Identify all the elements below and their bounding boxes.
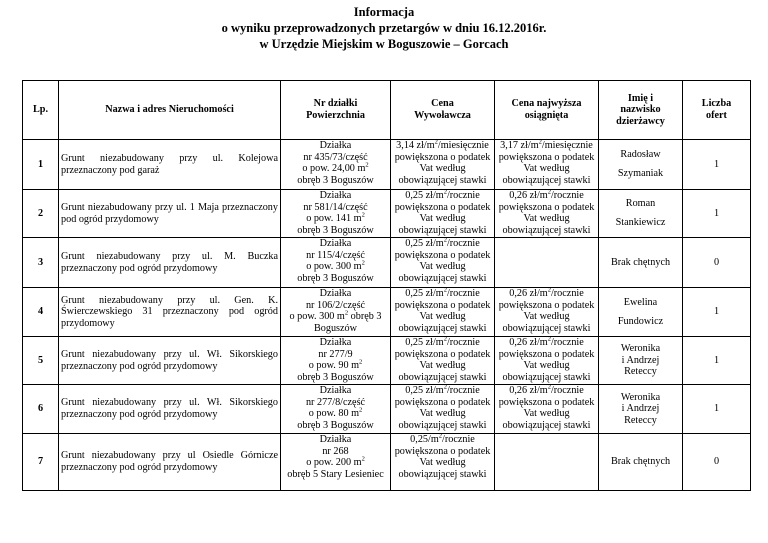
tenant-line: Weronika [620, 343, 661, 355]
plot-line: obręb 5 Stary Lesieniec [287, 468, 384, 480]
plot-line: o pow. 141 $m^2$ [306, 211, 365, 225]
cell-starting-price [391, 238, 495, 288]
cell-offer-count: 1 [683, 190, 751, 238]
header-winner: Imię i nazwisko dzierżawcy [599, 81, 683, 140]
price-max-line: powiększona o podatek [498, 151, 595, 163]
price-line: obowiązującej stawki [398, 174, 487, 186]
cell-property-name: Grunt niezabudowany przy ul. 1 Maja przeznaczony pod ogród przydomowy [59, 190, 281, 238]
plot-line: nr 435/73/część [303, 151, 368, 163]
price-max-line: obowiązującej stawki [502, 224, 591, 236]
cell-highest-price [495, 238, 599, 288]
cell-property-name: Grunt niezabudowany przy ul. Wł. Sikorskiego przeznaczony pod ogród przydomowy [59, 337, 281, 385]
tenant-line: Stankiewicz [615, 217, 666, 228]
price-max-line: 0,26 $zł/m^2$/rocznie [509, 335, 584, 348]
plot-line: nr 277/8/część [305, 396, 366, 408]
price-line: obowiązującej stawki [398, 272, 487, 284]
cell-plot [281, 238, 391, 288]
cell-offer-count: 1 [683, 140, 751, 190]
plot-line: Działka [319, 434, 352, 445]
price-max-line: obowiązującej stawki [502, 174, 591, 186]
tenant-line: i Andrzej [621, 354, 660, 366]
table-row [23, 434, 751, 491]
tenant-line: Weronika [620, 391, 661, 403]
price-line: obowiązującej stawki [398, 419, 487, 431]
cell-lp: 7 [23, 434, 59, 491]
cell-offer-count: 0 [683, 434, 751, 491]
price-line: powiększona o podatek [394, 249, 491, 261]
cell-lp: 5 [23, 337, 59, 385]
plot-line: Działka [319, 140, 352, 151]
header-name: Nazwa i adres Nieruchomości [59, 81, 281, 140]
tenant-line: Reteccy [624, 366, 657, 378]
price-line: Vat według [419, 261, 466, 273]
price-line: Vat według [419, 163, 466, 175]
plot-line: obręb 3 Boguszów [297, 419, 374, 431]
price-line: Vat według [419, 360, 466, 372]
cell-highest-price [495, 288, 599, 337]
cell-starting-price [391, 140, 495, 190]
header-lp: Lp. [23, 81, 59, 140]
price-line: powiększona o podatek [394, 299, 491, 311]
cell-property-name: Grunt niezabudowany przy ul. Wł. Sikorskiego przeznaczony pod ogród przydomowy [59, 385, 281, 434]
price-max-line: powiększona o podatek [498, 299, 595, 311]
cell-offer-count: 1 [683, 385, 751, 434]
price-line: powiększona o podatek [394, 445, 491, 457]
price-line: obowiązującej stawki [398, 371, 487, 383]
price-line: Vat według [419, 408, 466, 420]
cell-property-name: Grunt niezabudowany przy ul. Kolejowa przeznaczony pod garaż [59, 140, 281, 190]
cell-highest-price [495, 385, 599, 434]
cell-highest-price [495, 190, 599, 238]
cell-lp: 2 [23, 190, 59, 238]
table-row [23, 190, 751, 238]
plot-line: o pow. 300 $m^2$ obręb 3 [289, 309, 382, 323]
plot-line: nr 277/9 [318, 348, 353, 360]
cell-property-name: Grunt niezabudowany przy ul. Gen. K. Świerczewskiego 31 przeznaczony pod ogród przydomowy [59, 288, 281, 337]
cell-tenant [599, 288, 683, 337]
header-price: Cena Wywoławcza [391, 81, 495, 140]
price-max-line: Vat według [523, 213, 570, 225]
price-line: powiększona o podatek [394, 348, 491, 360]
cell-plot [281, 190, 391, 238]
price-line: obowiązującej stawki [398, 322, 487, 334]
price-max-line: Vat według [523, 408, 570, 420]
price-max-line: powiększona o podatek [498, 396, 595, 408]
table-row [23, 238, 751, 288]
price-max-line: obowiązującej stawki [502, 322, 591, 334]
price-max-line: obowiązującej stawki [502, 371, 591, 383]
tender-results-table [22, 80, 751, 491]
document-title [0, 4, 768, 52]
tenant-line: Radosław [620, 149, 661, 161]
price-line: 0,25 $zł/m^2$/rocznie [405, 335, 480, 348]
cell-plot [281, 140, 391, 190]
header-plot: Nr działki Powierzchnia [281, 81, 391, 140]
cell-starting-price [391, 434, 495, 491]
cell-offer-count: 1 [683, 337, 751, 385]
table-row [23, 288, 751, 337]
title-line-3: w Urzędzie Miejskim w Boguszowie – Gorcach [259, 37, 509, 51]
plot-line: obręb 3 Boguszów [297, 224, 374, 236]
plot-line: o pow. 300 $m^2$ [306, 259, 365, 273]
cell-plot [281, 385, 391, 434]
header-price-max: Cena najwyższa osiągnięta [495, 81, 599, 140]
tenant-line: Reteccy [624, 414, 657, 426]
table-row [23, 385, 751, 434]
tenant-line: Brak chętnych [610, 456, 671, 468]
cell-tenant [599, 385, 683, 434]
cell-plot [281, 434, 391, 491]
plot-line: o pow. 24,00 $m^2$ [302, 161, 369, 175]
cell-lp: 3 [23, 238, 59, 288]
cell-highest-price [495, 337, 599, 385]
cell-highest-price [495, 140, 599, 190]
cell-starting-price [391, 337, 495, 385]
tenant-line: Roman [625, 198, 656, 210]
cell-property-name: Grunt niezabudowany przy ul Osiedle Górnicze przeznaczony pod ogród przydomowy [59, 434, 281, 491]
price-line: 3,14 $zł/m^2$/miesięcznie [396, 138, 489, 151]
table-row [23, 140, 751, 190]
plot-line: Działka [319, 288, 352, 299]
price-max-line: Vat według [523, 360, 570, 372]
price-line: 0,25 $zł/m^2$/rocznie [405, 236, 480, 249]
cell-lp: 6 [23, 385, 59, 434]
cell-tenant [599, 140, 683, 190]
cell-offer-count: 1 [683, 288, 751, 337]
cell-starting-price [391, 190, 495, 238]
plot-line: Działka [319, 238, 352, 249]
price-max-line: 3,17 $zł/m^2$/miesięcznie [500, 138, 593, 151]
cell-tenant [599, 337, 683, 385]
tenant-line: Szymaniak [617, 168, 664, 179]
price-line: obowiązującej stawki [398, 224, 487, 236]
plot-line: Boguszów [313, 322, 357, 334]
plot-line: Działka [319, 337, 352, 348]
price-line: 0,25 $zł/m^2$/rocznie [405, 188, 480, 201]
plot-line: Działka [319, 190, 352, 201]
price-max-line: 0,26 $zł/m^2$/rocznie [509, 383, 584, 396]
plot-line: nr 106/2/część [305, 299, 366, 311]
plot-line: obręb 3 Boguszów [297, 272, 374, 284]
title-line-2: o wyniku przeprowadzonych przetargów w dniu 16.12.2016r. [221, 21, 547, 35]
price-max-line: powiększona o podatek [498, 348, 595, 360]
plot-line: Działka [319, 385, 352, 396]
tenant-line: i Andrzej [621, 403, 660, 415]
price-max-line: obowiązującej stawki [502, 419, 591, 431]
cell-plot [281, 288, 391, 337]
price-line: $0,25/m^2$/rocznie [410, 432, 475, 445]
tenant-line: Brak chętnych [610, 256, 671, 268]
price-line: powiększona o podatek [394, 201, 491, 213]
price-line: 0,25 $zł/m^2$/rocznie [405, 286, 480, 299]
price-line: Vat według [419, 311, 466, 323]
tenant-line: Ewelina [623, 296, 658, 308]
plot-line: o pow. 200 $m^2$ [306, 455, 365, 469]
price-line: Vat według [419, 457, 466, 469]
plot-line: nr 268 [322, 445, 349, 457]
cell-property-name: Grunt niezabudowany przy ul. M. Buczka przeznaczony pod ogród przydomowy [59, 238, 281, 288]
cell-starting-price [391, 385, 495, 434]
cell-offer-count: 0 [683, 238, 751, 288]
cell-tenant [599, 190, 683, 238]
plot-line: nr 115/4/część [306, 249, 365, 261]
price-max-line: Vat według [523, 311, 570, 323]
plot-line: obręb 3 Boguszów [297, 371, 374, 383]
price-max-line: powiększona o podatek [498, 201, 595, 213]
price-line: powiększona o podatek [394, 151, 491, 163]
table-body [23, 140, 751, 491]
plot-line: o pow. 80 $m^2$ [308, 406, 363, 420]
cell-tenant [599, 434, 683, 491]
price-max-line: 0,26 $zł/m^2$/rocznie [509, 286, 584, 299]
cell-plot [281, 337, 391, 385]
plot-line: o pow. 90 $m^2$ [308, 358, 363, 372]
price-line: Vat według [419, 213, 466, 225]
cell-tenant [599, 238, 683, 288]
tenant-line: Fundowicz [617, 315, 664, 327]
cell-lp: 4 [23, 288, 59, 337]
plot-line: obręb 3 Boguszów [297, 174, 374, 186]
price-line: 0,25 $zł/m^2$/rocznie [405, 383, 480, 396]
table-header-row [23, 81, 751, 140]
price-line: obowiązującej stawki [398, 468, 487, 480]
price-line: powiększona o podatek [394, 396, 491, 408]
cell-lp: 1 [23, 140, 59, 190]
cell-starting-price [391, 288, 495, 337]
plot-line: nr 581/14/część [303, 201, 368, 213]
price-max-line: 0,26 $zł/m^2$/rocznie [509, 188, 584, 201]
header-count: Liczba ofert [683, 81, 751, 140]
cell-highest-price [495, 434, 599, 491]
table-row [23, 337, 751, 385]
title-line-1: Informacja [353, 5, 415, 19]
price-max-line: Vat według [523, 163, 570, 175]
